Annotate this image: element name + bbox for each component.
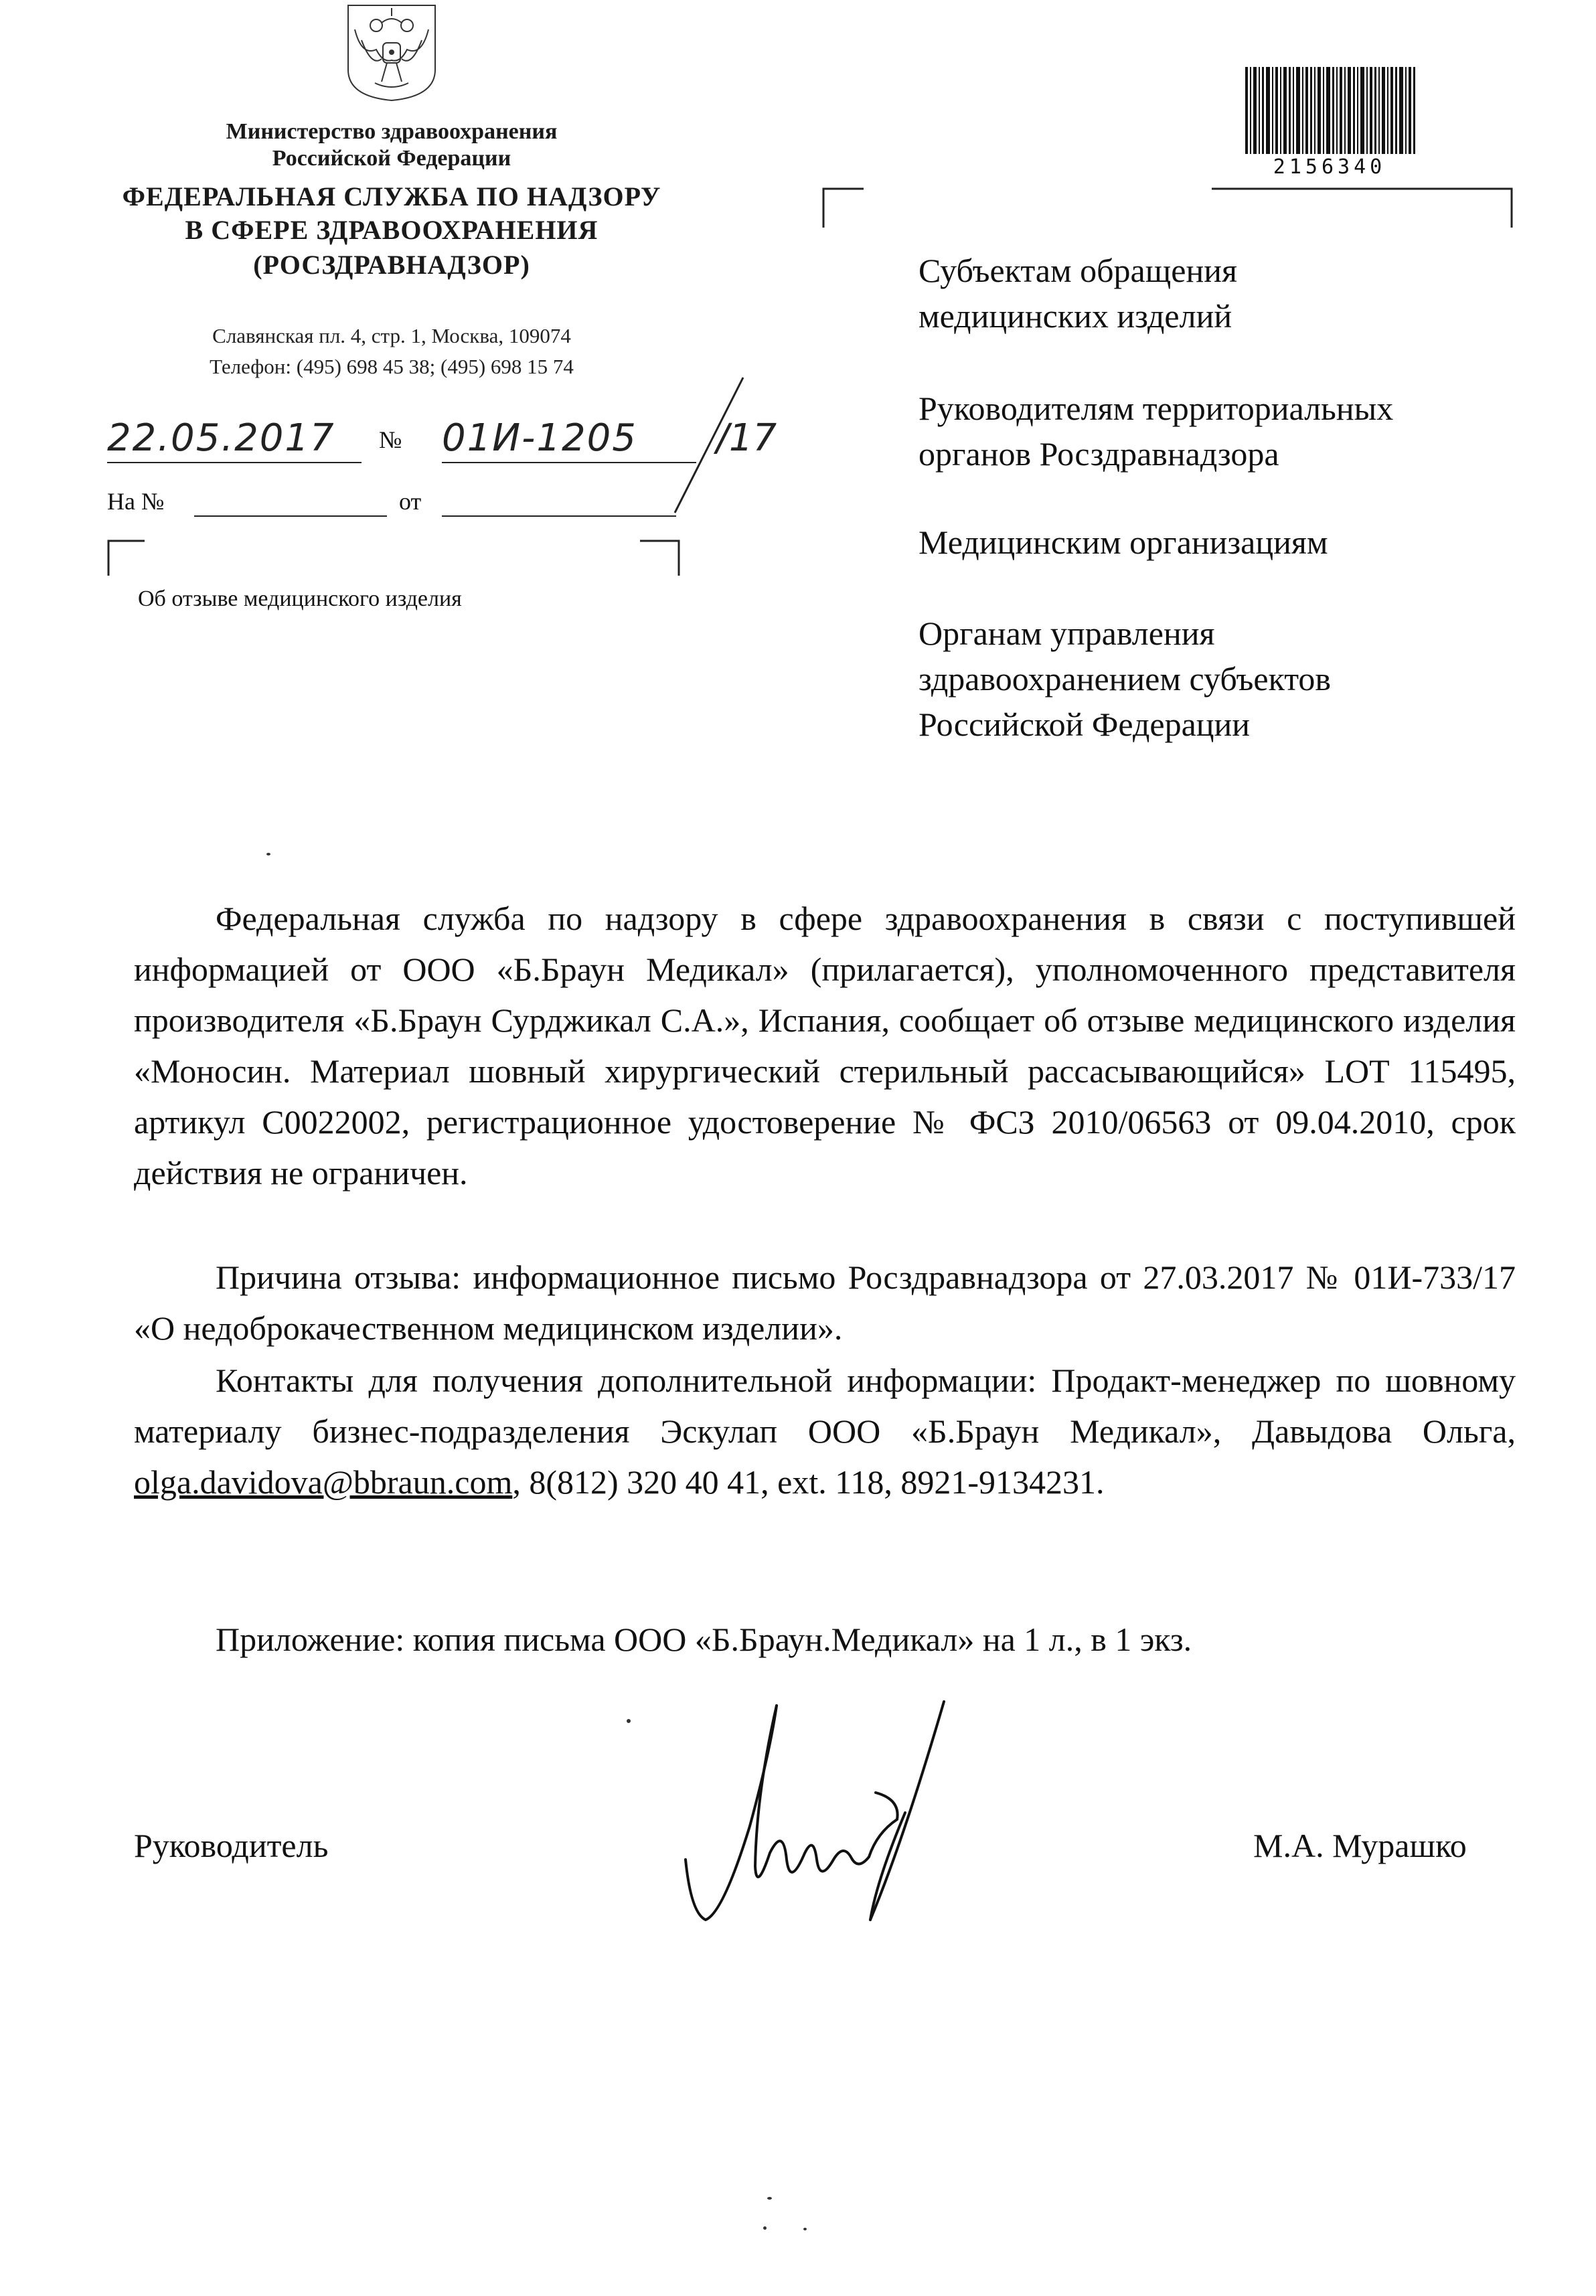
body-paragraph-contacts bbox=[134, 1355, 1516, 1507]
scan-dot bbox=[627, 1719, 631, 1723]
attachment-note: Приложение: копия письма ООО «Б.Браун.Медикал» на 1 л., в 1 экз. bbox=[216, 1621, 1192, 1658]
scan-dot bbox=[767, 2197, 772, 2200]
handwritten-number: 01И-1205 bbox=[442, 416, 637, 460]
scan-dot bbox=[803, 2228, 807, 2230]
addressee-bracket-corners bbox=[817, 181, 1526, 234]
paragraph-text: Контакты для получения дополнительной информации: Продакт-менеджер по шовному материалу бизнес-подразделения Эскулап ООО «Б.Браун Медикал», Давыдова Ольга, bbox=[134, 1362, 1516, 1450]
barcode-number: 2156340 bbox=[1273, 155, 1386, 179]
number-underline bbox=[442, 462, 696, 463]
addressee-line: Медицинским организациям bbox=[919, 523, 1328, 561]
addressee-line: Субъектам обращения bbox=[919, 252, 1237, 289]
addressee-line: Органам управления bbox=[919, 614, 1215, 652]
addressee-health-authorities bbox=[919, 610, 1331, 747]
ministry-name-line2: Российской Федерации bbox=[272, 146, 511, 171]
subject-bracket-corners bbox=[104, 536, 687, 582]
handwritten-date: 22.05.2017 bbox=[107, 416, 335, 460]
addressee-line: органов Росздравнадзора bbox=[919, 435, 1279, 473]
service-phone: Телефон: (495) 698 45 38; (495) 698 15 74 bbox=[210, 355, 574, 378]
reply-number-underline bbox=[194, 515, 387, 517]
addressee-line: Руководителям территориальных bbox=[919, 390, 1394, 427]
signatory-position: Руководитель bbox=[134, 1827, 329, 1864]
coat-of-arms-emblem bbox=[335, 3, 449, 103]
service-address: Славянская пл. 4, стр. 1, Москва, 109074 bbox=[212, 324, 571, 347]
date-underline bbox=[107, 462, 362, 463]
addressee-line: Российской Федерации bbox=[919, 706, 1251, 743]
reply-date-label: от bbox=[399, 488, 422, 515]
paragraph-text: Причина отзыва: информационное письмо Росздравнадзора от 27.03.2017 № 01И-733/17 «О недоброкачественном медицинском изделии». bbox=[134, 1258, 1516, 1347]
ministry-name-line1: Министерство здравоохранения bbox=[226, 119, 558, 144]
addressee-medical-device-subjects bbox=[919, 248, 1237, 339]
barcode bbox=[1243, 67, 1417, 154]
number-sign: № bbox=[379, 426, 402, 453]
handwritten-signature bbox=[676, 1692, 971, 1947]
paragraph-text: , 8(812) 320 40 41, ext. 118, 8921-9134231. bbox=[512, 1463, 1105, 1501]
body-paragraph-recall-reason bbox=[134, 1252, 1516, 1354]
addressee-medical-organizations bbox=[919, 519, 1328, 565]
body-paragraph-recall-notice bbox=[134, 893, 1516, 1198]
service-name-line3: (РОСЗДРАВНАДЗОР) bbox=[253, 250, 530, 280]
contact-email-link[interactable]: olga.davidova@bbraun.com bbox=[134, 1463, 513, 1501]
letter-subject: Об отзыве медицинского изделия bbox=[138, 586, 462, 611]
addressee-line: здравоохранением субъектов bbox=[919, 660, 1332, 698]
reply-number-label: На № bbox=[107, 488, 165, 515]
reply-date-underline bbox=[442, 515, 676, 517]
addressee-territorial-heads bbox=[919, 386, 1393, 477]
signatory-name: М.А. Мурашко bbox=[1253, 1827, 1467, 1864]
handwritten-number-suffix: /17 bbox=[716, 416, 777, 460]
diagonal-slash-line bbox=[669, 375, 750, 515]
service-name-line1: ФЕДЕРАЛЬНАЯ СЛУЖБА ПО НАДЗОРУ bbox=[122, 181, 661, 212]
service-name-line2: В СФЕРЕ ЗДРАВООХРАНЕНИЯ bbox=[185, 215, 598, 245]
addressee-line: медицинских изделий bbox=[919, 297, 1232, 335]
scan-dot bbox=[266, 853, 270, 855]
paragraph-text: Федеральная служба по надзору в сфере здравоохранения в связи с поступившей информацией от ООО «Б.Браун Медикал» (прилагается), уполномоченного представителя производителя «Б.Браун Сурджикал С.А.», Испания, сообщает об отзыве медицинского изделия «Моносин. Материал шовный хирургический стерильный рассасывающийся» LOT 115495, артикул С0022002, регистрационное удостоверение № ФСЗ 2010/06563 от 09.04.2010, срок действия не ограничен. bbox=[134, 900, 1516, 1192]
scan-dot bbox=[763, 2226, 767, 2230]
